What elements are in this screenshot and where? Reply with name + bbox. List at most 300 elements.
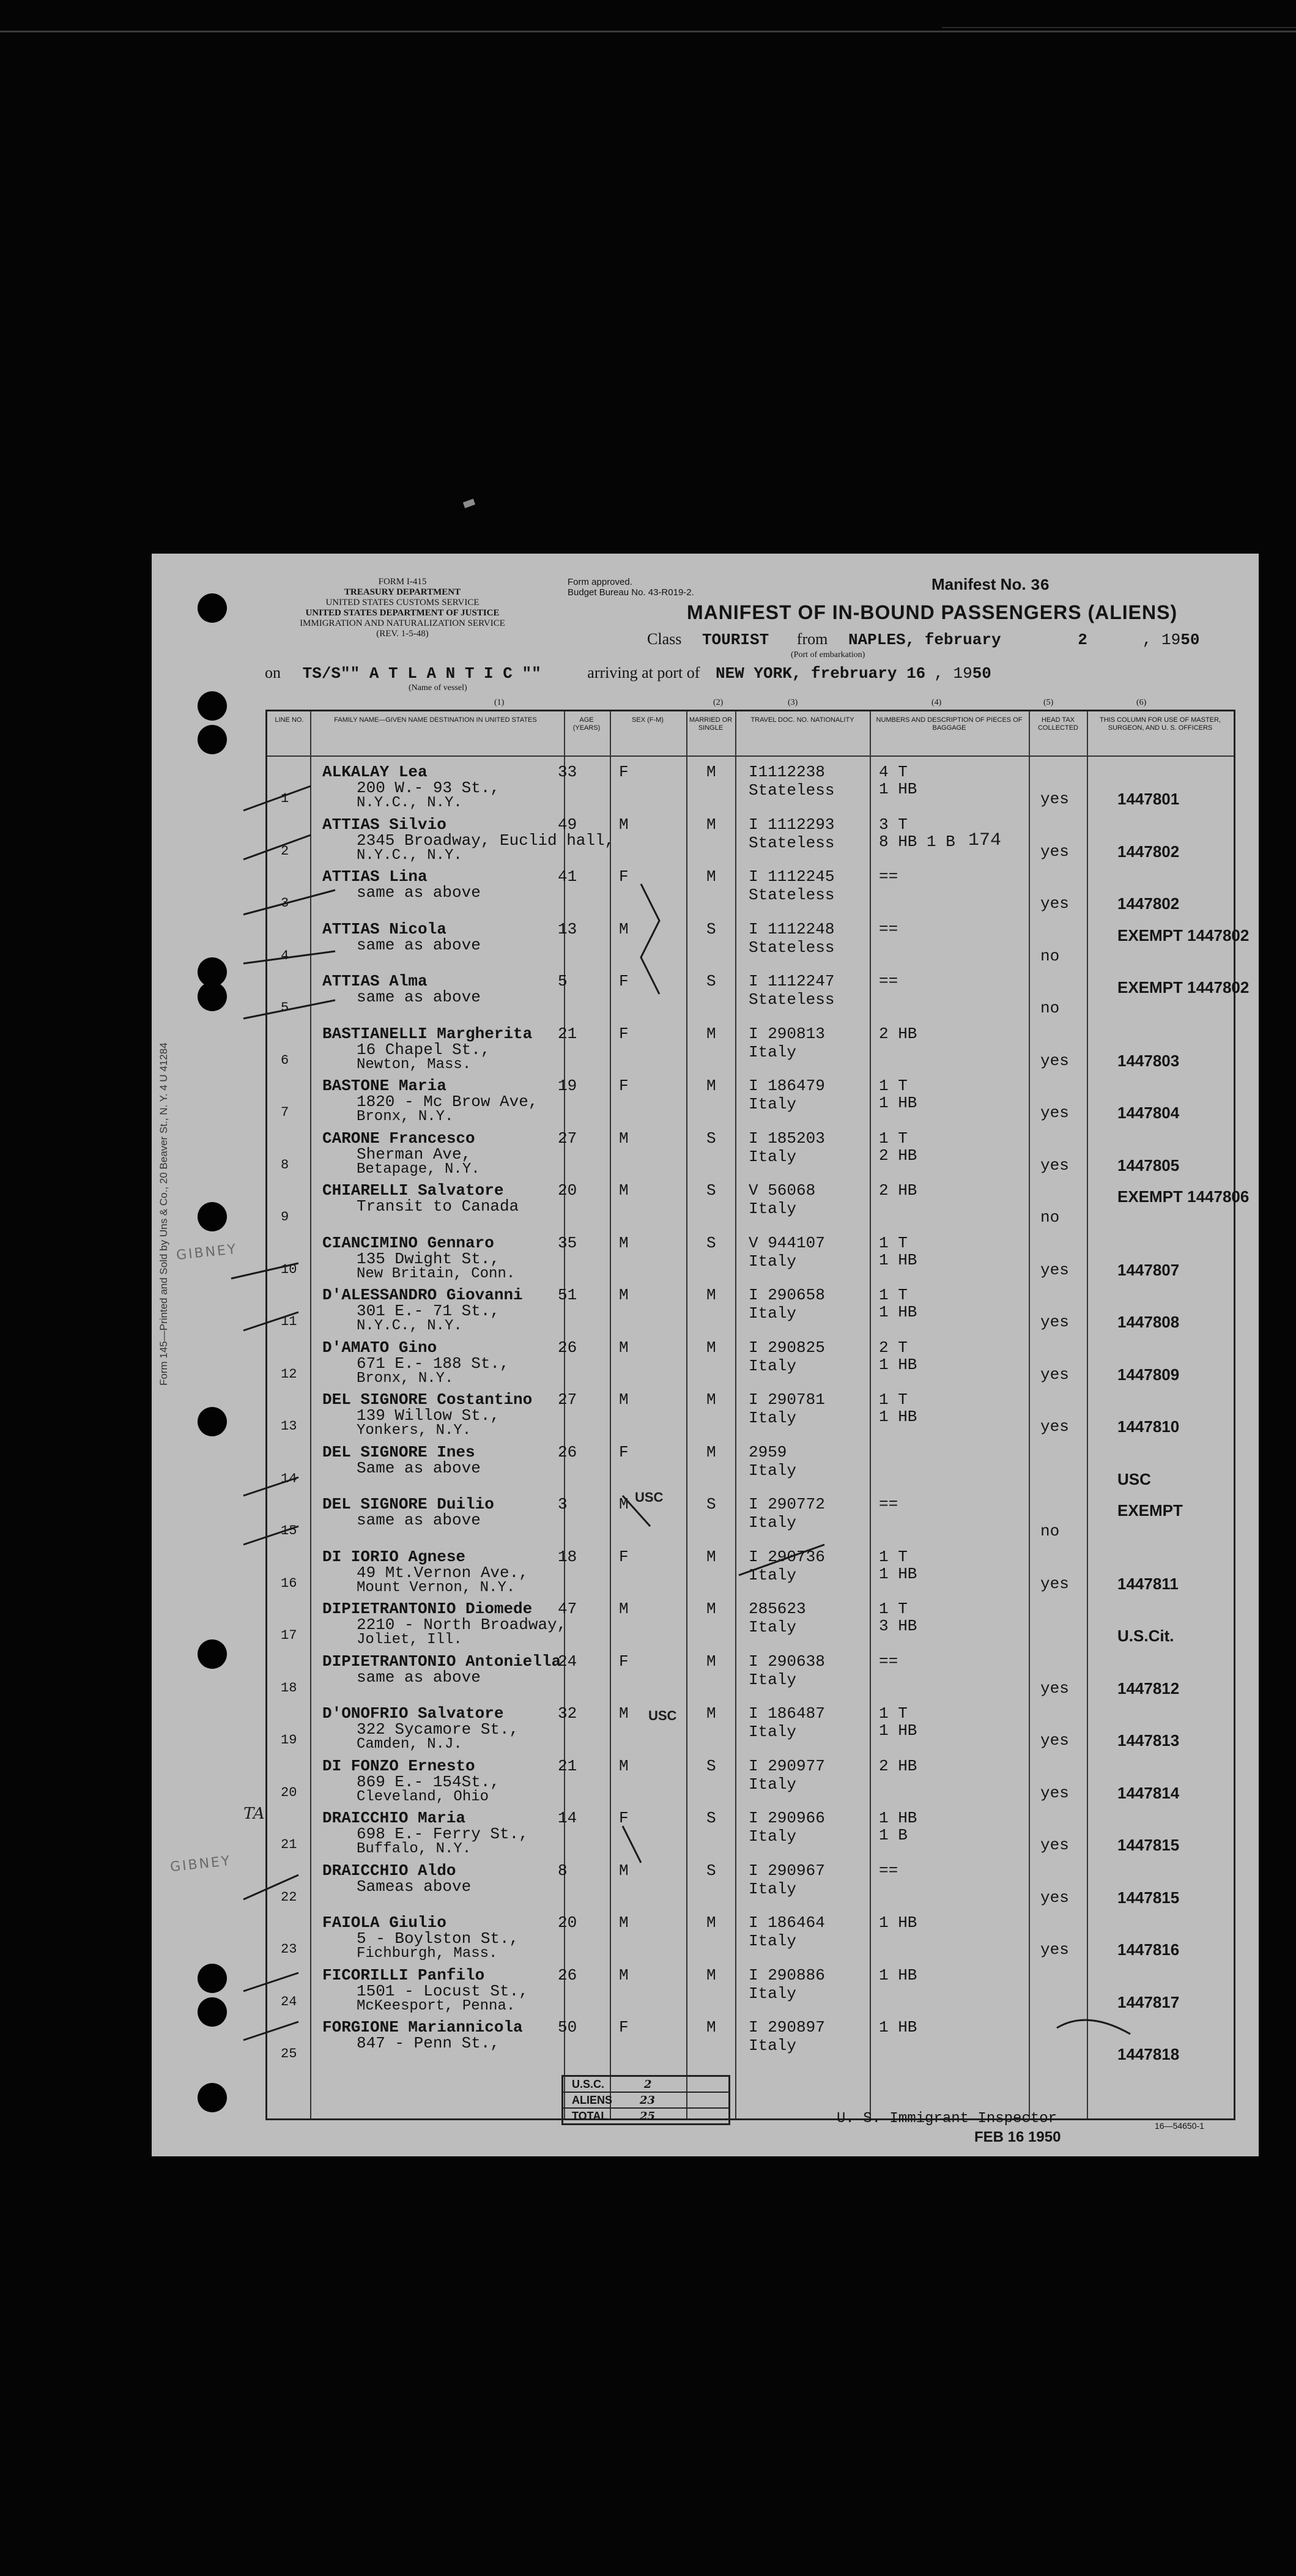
budget-bureau: Budget Bureau No. 43-R019-2. bbox=[568, 587, 694, 598]
nationality-cell: Italy bbox=[749, 1095, 797, 1113]
col-num-5: (5) bbox=[1043, 698, 1054, 707]
vessel-name-label: (Name of vessel) bbox=[409, 683, 467, 692]
passenger-name: BASTONE Maria bbox=[322, 1077, 446, 1095]
baggage-cell: 1 HB bbox=[879, 1721, 917, 1740]
age-cell: 5 bbox=[558, 972, 568, 990]
destination-city: Cleveland, Ohio bbox=[357, 1788, 489, 1805]
margin-note-gibney: GIBNEY bbox=[169, 1853, 232, 1876]
officer-use-cell: USC bbox=[1117, 1469, 1151, 1488]
col-header-name: FAMILY NAME—GIVEN NAME DESTINATION IN UNITED STATES bbox=[334, 716, 537, 724]
destination: 869 E.- 154St., bbox=[357, 1772, 500, 1791]
destination-city: Bronx, N.Y. bbox=[357, 1370, 454, 1387]
sex-cell: M bbox=[619, 1338, 629, 1357]
form-approved: Form approved. bbox=[568, 577, 632, 587]
table-row bbox=[267, 1230, 1234, 1282]
nationality-cell: Stateless bbox=[749, 990, 835, 1009]
marital-status-cell: S bbox=[706, 1756, 716, 1775]
officer-use-cell: U.S.Cit. bbox=[1117, 1627, 1174, 1645]
sex-cell: M bbox=[619, 1181, 629, 1200]
baggage-cell: == bbox=[879, 919, 898, 938]
officer-use-cell: 1447802 bbox=[1117, 894, 1180, 913]
punch-hole bbox=[198, 1964, 227, 1993]
destination: same as above bbox=[357, 1668, 481, 1687]
passenger-name: ALKALAY Lea bbox=[322, 763, 428, 781]
nationality-cell: Italy bbox=[749, 1879, 797, 1898]
baggage-cell: 4 T bbox=[879, 763, 908, 781]
nationality-cell: Stateless bbox=[749, 886, 835, 904]
destination: 200 W.- 93 St., bbox=[357, 779, 500, 797]
age-cell: 35 bbox=[558, 1233, 577, 1252]
travel-doc-number: I 1112248 bbox=[749, 919, 835, 938]
sex-cell: F bbox=[619, 1809, 629, 1827]
baggage-cell: 1 T bbox=[879, 1233, 908, 1252]
destination-city: McKeesport, Penna. bbox=[357, 1997, 516, 2014]
form-print-number: 16—54650-1 bbox=[1155, 2121, 1204, 2131]
arrival-year-prefix: , 19 bbox=[934, 664, 972, 683]
baggage-cell: == bbox=[879, 972, 898, 990]
officer-use-cell: 1447814 bbox=[1117, 1783, 1180, 1802]
marital-status-cell: M bbox=[706, 1704, 716, 1723]
baggage-cell: 1 HB bbox=[879, 1965, 917, 1984]
sex-cell: M bbox=[619, 1390, 629, 1409]
from-value: NAPLES, february bbox=[848, 631, 1001, 649]
manifest-title: MANIFEST OF IN-BOUND PASSENGERS (ALIENS) bbox=[687, 601, 1178, 623]
sex-cell: M bbox=[619, 815, 629, 834]
col-num-3: (3) bbox=[788, 698, 798, 707]
travel-doc-number: I 1112245 bbox=[749, 867, 835, 886]
punch-hole bbox=[198, 982, 227, 1011]
head-tax-cell: yes bbox=[1040, 1051, 1069, 1070]
destination: same as above bbox=[357, 935, 481, 954]
passenger-name: D'ALESSANDRO Giovanni bbox=[322, 1286, 523, 1304]
travel-doc-number: I 185203 bbox=[749, 1129, 825, 1148]
col-header-age: AGE (YEARS) bbox=[572, 716, 601, 732]
top-rule-2 bbox=[942, 27, 1296, 28]
line-number: 10 bbox=[281, 1261, 297, 1277]
destination-city: N.Y.C., N.Y. bbox=[357, 1318, 462, 1334]
table-row bbox=[267, 916, 1250, 968]
head-tax-cell: yes bbox=[1040, 1156, 1069, 1175]
line-number: 14 bbox=[281, 1471, 297, 1487]
travel-doc-number: I 290658 bbox=[749, 1286, 825, 1304]
usc-value: 2 bbox=[644, 2078, 652, 2091]
col-header-travel-doc: TRAVEL DOC. NO. NATIONALITY bbox=[750, 716, 854, 724]
line-number: 9 bbox=[281, 1209, 289, 1225]
baggage-cell: 1 HB bbox=[879, 1250, 917, 1269]
passenger-name: CHIARELLI Salvatore bbox=[322, 1181, 504, 1200]
justice-dept: UNITED STATES DEPARTMENT OF JUSTICE bbox=[305, 608, 500, 618]
line-number: 13 bbox=[281, 1419, 297, 1434]
officer-use-cell: 1447808 bbox=[1117, 1313, 1180, 1331]
officer-use-cell: 1447802 bbox=[1117, 842, 1180, 861]
destination: same as above bbox=[357, 883, 481, 902]
destination: Sameas above bbox=[357, 1877, 472, 1896]
line-number: 19 bbox=[281, 1732, 297, 1748]
col-header-head-tax: HEAD TAX COLLECTED bbox=[1037, 716, 1079, 732]
punch-hole bbox=[198, 2083, 227, 2112]
baggage-cell: 8 HB 1 B bbox=[879, 832, 955, 851]
travel-doc-number: I 290825 bbox=[749, 1338, 825, 1357]
baggage-cell: 1 HB bbox=[879, 1303, 917, 1321]
passenger-name: CARONE Francesco bbox=[322, 1129, 475, 1148]
head-tax-cell: no bbox=[1040, 999, 1060, 1017]
table-row bbox=[267, 1335, 1234, 1386]
head-tax-cell: no bbox=[1040, 1522, 1060, 1540]
passenger-name: DIPIETRANTONIO Antoniella bbox=[322, 1652, 561, 1671]
nationality-cell: Italy bbox=[749, 1147, 797, 1166]
travel-doc-number: I 186487 bbox=[749, 1704, 825, 1723]
usc-note-line-14: USC bbox=[635, 1490, 664, 1505]
destination: 5 - Boylston St., bbox=[357, 1929, 519, 1948]
marital-status-cell: M bbox=[706, 1442, 716, 1461]
sex-cell: M bbox=[619, 1286, 629, 1304]
travel-doc-number: V 56068 bbox=[749, 1181, 816, 1200]
destination: 1501 - Locust St., bbox=[357, 1981, 528, 2000]
age-cell: 20 bbox=[558, 1181, 577, 1200]
baggage-cell: 2 HB bbox=[879, 1756, 917, 1775]
col-num-2: (2) bbox=[713, 698, 724, 707]
vessel-name: TS/S"" A T L A N T I C "" bbox=[302, 664, 541, 683]
destination: 2345 Broadway, Euclid hall, bbox=[357, 831, 615, 850]
age-cell: 21 bbox=[558, 1756, 577, 1775]
nationality-cell: Italy bbox=[749, 1984, 797, 2003]
nationality-cell: Italy bbox=[749, 2036, 797, 2055]
line-number: 11 bbox=[281, 1314, 297, 1329]
marital-status-cell: S bbox=[706, 1809, 716, 1827]
passenger-name: DEL SIGNORE Duilio bbox=[322, 1495, 494, 1513]
head-tax-cell: yes bbox=[1040, 1574, 1069, 1593]
passenger-name: BASTIANELLI Margherita bbox=[322, 1024, 533, 1043]
destination-city: N.Y.C., N.Y. bbox=[357, 847, 462, 864]
form-agency-header bbox=[262, 577, 543, 639]
destination-city: Camden, N.J. bbox=[357, 1736, 462, 1753]
marital-status-cell: S bbox=[706, 1129, 716, 1148]
sex-cell: M bbox=[619, 1756, 629, 1775]
nationality-cell: Italy bbox=[749, 1304, 797, 1323]
destination: 139 Willow St., bbox=[357, 1406, 500, 1425]
baggage-cell: 2 HB bbox=[879, 1024, 917, 1043]
line-number: 18 bbox=[281, 1680, 297, 1696]
baggage-cell: 1 T bbox=[879, 1286, 908, 1304]
marital-status-cell: M bbox=[706, 1913, 716, 1932]
travel-doc-number: I 290966 bbox=[749, 1809, 825, 1827]
sex-cell: F bbox=[619, 1077, 629, 1095]
nationality-cell: Italy bbox=[749, 1042, 797, 1061]
baggage-cell: 1 B bbox=[879, 1826, 908, 1844]
travel-doc-number: I 290897 bbox=[749, 2018, 825, 2036]
baggage-cell: 1 HB bbox=[879, 2018, 917, 2036]
destination-city: Fichburgh, Mass. bbox=[357, 1945, 498, 1962]
age-cell: 27 bbox=[558, 1129, 577, 1148]
head-tax-cell: yes bbox=[1040, 1940, 1069, 1959]
punch-hole bbox=[198, 1639, 227, 1669]
marital-status-cell: S bbox=[706, 1233, 716, 1252]
destination-city: Mount Vernon, N.Y. bbox=[357, 1579, 516, 1596]
officer-use-cell: 1447801 bbox=[1117, 790, 1180, 808]
film-speck bbox=[463, 499, 475, 508]
passenger-name: ATTIAS Lina bbox=[322, 867, 428, 886]
travel-doc-number: I 290781 bbox=[749, 1390, 825, 1409]
baggage-cell: 2 T bbox=[879, 1338, 908, 1357]
line-number: 24 bbox=[281, 1994, 297, 2010]
age-cell: 47 bbox=[558, 1600, 577, 1618]
line-number: 20 bbox=[281, 1784, 297, 1800]
aliens-label: ALIENS bbox=[572, 2094, 613, 2106]
baggage-cell: 3 HB bbox=[879, 1617, 917, 1635]
arrival-port: NEW YORK, frebruary 16 bbox=[716, 664, 926, 683]
officer-use-cell: 1447807 bbox=[1117, 1260, 1180, 1279]
nationality-cell: Italy bbox=[749, 1670, 797, 1689]
from-year-prefix: , 19 bbox=[1142, 631, 1181, 649]
destination: 301 E.- 71 St., bbox=[357, 1302, 500, 1320]
passenger-name: DRAICCHIO Maria bbox=[322, 1809, 466, 1827]
manifest-no-value: 36 bbox=[1030, 576, 1050, 595]
port-of-embarkation-label: (Port of embarkation) bbox=[791, 650, 865, 659]
marital-status-cell: M bbox=[706, 1286, 716, 1304]
destination: 2210 - North Broadway, bbox=[357, 1616, 567, 1634]
punch-hole bbox=[198, 1202, 227, 1231]
nationality-cell: Italy bbox=[749, 1461, 797, 1480]
destination-city: Bronx, N.Y. bbox=[357, 1108, 454, 1125]
table-row bbox=[267, 759, 1234, 811]
travel-doc-number: I 1112247 bbox=[749, 972, 835, 990]
form-number: FORM I-415 bbox=[378, 577, 427, 587]
marital-status-cell: S bbox=[706, 972, 716, 990]
marital-status-cell: S bbox=[706, 1861, 716, 1880]
baggage-cell: == bbox=[879, 1861, 898, 1880]
age-cell: 3 bbox=[558, 1495, 568, 1513]
marital-status-cell: M bbox=[706, 1077, 716, 1095]
age-cell: 41 bbox=[558, 867, 577, 886]
baggage-cell: 1 T bbox=[879, 1704, 908, 1723]
marital-status-cell: M bbox=[706, 1390, 716, 1409]
officer-use-cell: EXEMPT 1447806 bbox=[1117, 1187, 1250, 1206]
totals-usc bbox=[563, 2077, 728, 2093]
top-rule bbox=[0, 31, 1296, 32]
table-row bbox=[267, 1387, 1234, 1438]
destination-city: Joliet, Ill. bbox=[357, 1631, 462, 1648]
line-number: 1 bbox=[281, 791, 289, 806]
age-cell: 27 bbox=[558, 1390, 577, 1409]
baggage-cell: == bbox=[879, 1652, 898, 1671]
destination-city: Betapage, N.Y. bbox=[357, 1160, 480, 1178]
line-number: 25 bbox=[281, 2046, 297, 2062]
table-row bbox=[267, 1073, 1234, 1124]
line-number: 2 bbox=[281, 843, 289, 859]
passenger-table bbox=[265, 710, 1250, 2120]
nationality-cell: Italy bbox=[749, 1775, 797, 1794]
nationality-cell: Italy bbox=[749, 1200, 797, 1218]
head-tax-cell: no bbox=[1040, 946, 1060, 965]
officer-use-cell: EXEMPT 1447802 bbox=[1117, 926, 1250, 945]
travel-doc-number: 285623 bbox=[749, 1600, 806, 1618]
baggage-cell: 1 HB bbox=[879, 1355, 917, 1374]
table-row bbox=[267, 1701, 1234, 1752]
totals-aliens bbox=[563, 2093, 728, 2109]
travel-doc-number: 2959 bbox=[749, 1442, 787, 1461]
sex-cell: M bbox=[619, 1129, 629, 1148]
sex-cell: M bbox=[619, 1965, 629, 1984]
age-cell: 26 bbox=[558, 1965, 577, 1984]
nationality-cell: Italy bbox=[749, 1252, 797, 1271]
table-row bbox=[267, 1753, 1234, 1805]
baggage-cell: 2 HB bbox=[879, 1181, 917, 1200]
nationality-cell: Italy bbox=[749, 1618, 797, 1636]
officer-use-cell: 1447810 bbox=[1117, 1417, 1180, 1436]
head-tax-cell: yes bbox=[1040, 1836, 1069, 1854]
table-row bbox=[267, 1858, 1234, 1909]
destination: same as above bbox=[357, 988, 481, 1006]
officer-use-cell: 1447804 bbox=[1117, 1104, 1180, 1122]
from-day: 2 bbox=[1078, 631, 1087, 649]
arriving-label: arriving at port of bbox=[587, 664, 700, 681]
passenger-name: DEL SIGNORE Costantino bbox=[322, 1390, 533, 1409]
class-value: TOURIST bbox=[702, 631, 769, 649]
marital-status-cell: M bbox=[706, 1547, 716, 1566]
nationality-cell: Stateless bbox=[749, 781, 835, 800]
destination: Same as above bbox=[357, 1458, 481, 1477]
table-row bbox=[267, 1596, 1234, 1647]
passenger-name: DRAICCHIO Aldo bbox=[322, 1861, 456, 1880]
head-tax-cell: yes bbox=[1040, 1104, 1069, 1122]
table-row bbox=[267, 2014, 1234, 2066]
table-row bbox=[267, 1910, 1234, 1961]
baggage-cell: 1 HB bbox=[879, 1913, 917, 1932]
table-row bbox=[267, 1282, 1234, 1334]
arrival-year: 50 bbox=[972, 664, 991, 683]
form-revision: (REV. 1-5-48) bbox=[376, 629, 429, 639]
baggage-annotation: 174 bbox=[968, 830, 1002, 851]
nationality-cell: Stateless bbox=[749, 833, 835, 852]
marital-status-cell: M bbox=[706, 2018, 716, 2036]
travel-doc-number: I 290886 bbox=[749, 1965, 825, 1984]
destination-city: Newton, Mass. bbox=[357, 1056, 472, 1073]
sex-cell: M bbox=[619, 1233, 629, 1252]
marital-status-cell: M bbox=[706, 763, 716, 781]
total-label: TOTAL bbox=[572, 2110, 607, 2122]
destination: 49 Mt.Vernon Ave., bbox=[357, 1563, 528, 1582]
line-number: 17 bbox=[281, 1628, 297, 1643]
travel-doc-number: I1112238 bbox=[749, 763, 825, 781]
head-tax-cell: yes bbox=[1040, 1783, 1069, 1802]
customs-service: UNITED STATES CUSTOMS SERVICE bbox=[325, 598, 480, 607]
class-line bbox=[647, 630, 1199, 649]
destination: 698 E.- Ferry St., bbox=[357, 1825, 528, 1843]
age-cell: 19 bbox=[558, 1077, 577, 1095]
aliens-value: 23 bbox=[640, 2094, 656, 2107]
destination: Sherman Ave, bbox=[357, 1145, 472, 1164]
officer-use-cell: 1447816 bbox=[1117, 1940, 1180, 1959]
age-cell: 51 bbox=[558, 1286, 577, 1304]
table-row bbox=[267, 864, 1234, 915]
head-tax-cell: yes bbox=[1040, 1313, 1069, 1331]
line-number: 21 bbox=[281, 1837, 297, 1852]
destination-city: Yonkers, N.Y. bbox=[357, 1422, 472, 1439]
treasury-dept: TREASURY DEPARTMENT bbox=[344, 587, 461, 597]
travel-doc-number: I 290736 bbox=[749, 1547, 825, 1566]
baggage-cell: 1 T bbox=[879, 1077, 908, 1095]
line-number: 23 bbox=[281, 1942, 297, 1957]
nationality-cell: Italy bbox=[749, 1513, 797, 1532]
officer-use-cell: 1447815 bbox=[1117, 1888, 1180, 1907]
passenger-name: D'AMATO Gino bbox=[322, 1338, 437, 1357]
destination-city: N.Y.C., N.Y. bbox=[357, 795, 462, 811]
officer-use-cell: 1447805 bbox=[1117, 1156, 1180, 1175]
baggage-cell: 1 HB bbox=[879, 780, 917, 798]
sex-cell: M bbox=[619, 1913, 629, 1932]
head-tax-cell: yes bbox=[1040, 1365, 1069, 1384]
officer-use-cell: EXEMPT bbox=[1117, 1501, 1183, 1520]
marital-status-cell: M bbox=[706, 1024, 716, 1043]
line-number: 16 bbox=[281, 1575, 297, 1591]
manifest-number bbox=[931, 575, 1050, 595]
age-cell: 50 bbox=[558, 2018, 577, 2036]
vessel-line bbox=[265, 664, 991, 683]
age-cell: 20 bbox=[558, 1913, 577, 1932]
line-number: 8 bbox=[281, 1157, 289, 1173]
baggage-cell: == bbox=[879, 867, 898, 886]
col-header-baggage: NUMBERS AND DESCRIPTION OF PIECES OF BAGGAGE bbox=[876, 716, 1023, 732]
sex-cell: F bbox=[619, 1652, 629, 1671]
nationality-cell: Italy bbox=[749, 1565, 797, 1584]
arrival-date-stamp: FEB 16 1950 bbox=[974, 2129, 1061, 2145]
baggage-cell: 1 HB bbox=[879, 1408, 917, 1426]
passenger-name: ATTIAS Silvio bbox=[322, 815, 446, 834]
destination: Transit to Canada bbox=[357, 1197, 519, 1216]
officer-use-cell: 1447812 bbox=[1117, 1679, 1180, 1698]
destination: 322 Sycamore St., bbox=[357, 1720, 519, 1739]
passenger-name: ATTIAS Alma bbox=[322, 972, 428, 990]
printer-imprint: Form 145—Printed and Sold by Uns & Co., 20 Beaver St., N. Y. 4 U 41284 bbox=[158, 1042, 169, 1386]
passenger-name: DIPIETRANTONIO Diomede bbox=[322, 1600, 533, 1618]
officer-use-cell: 1447815 bbox=[1117, 1836, 1180, 1854]
nationality-cell: Italy bbox=[749, 1409, 797, 1427]
col-header-line-no: LINE NO. bbox=[275, 716, 304, 724]
travel-doc-number: I 186479 bbox=[749, 1077, 825, 1095]
sex-cell: F bbox=[619, 2018, 629, 2036]
passenger-name: DEL SIGNORE Ines bbox=[322, 1442, 475, 1461]
punch-hole bbox=[198, 1407, 227, 1436]
manifest-no-label: Manifest No. bbox=[931, 575, 1026, 593]
head-tax-cell: yes bbox=[1040, 1417, 1069, 1436]
col-num-1: (1) bbox=[494, 698, 505, 707]
age-cell: 21 bbox=[558, 1024, 577, 1043]
destination: same as above bbox=[357, 1511, 481, 1529]
passenger-name: FAIOLA Giulio bbox=[322, 1913, 446, 1932]
line-number: 12 bbox=[281, 1366, 297, 1382]
line-number: 15 bbox=[281, 1523, 297, 1539]
head-tax-cell: yes bbox=[1040, 1888, 1069, 1907]
margin-note-ta: TA bbox=[243, 1805, 265, 1823]
punch-hole bbox=[198, 725, 227, 754]
marital-status-cell: M bbox=[706, 1600, 716, 1618]
officer-use-cell: 1447809 bbox=[1117, 1365, 1180, 1384]
nationality-cell: Italy bbox=[749, 1932, 797, 1950]
destination-city: New Britain, Conn. bbox=[357, 1265, 516, 1282]
age-cell: 14 bbox=[558, 1809, 577, 1827]
table-row bbox=[267, 1021, 1234, 1072]
officer-use-cell: 1447811 bbox=[1117, 1574, 1179, 1593]
head-tax-cell: yes bbox=[1040, 1679, 1069, 1698]
sex-cell: F bbox=[619, 1442, 629, 1461]
age-cell: 13 bbox=[558, 919, 577, 938]
line-number: 22 bbox=[281, 1889, 297, 1905]
table-row bbox=[267, 812, 1234, 863]
destination: 1820 - Mc Brow Ave, bbox=[357, 1093, 538, 1111]
age-cell: 18 bbox=[558, 1547, 577, 1566]
sex-cell: M bbox=[619, 1600, 629, 1618]
punch-hole bbox=[198, 593, 227, 623]
